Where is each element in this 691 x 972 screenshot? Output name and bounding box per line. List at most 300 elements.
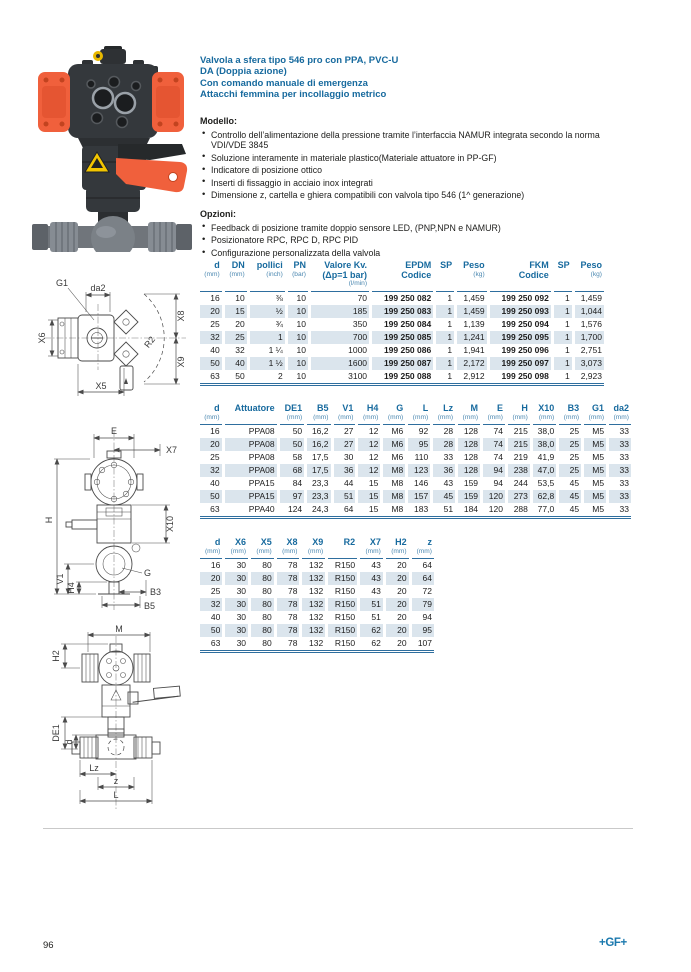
table-cell: 25 bbox=[223, 331, 248, 344]
table-cell: 1000 bbox=[310, 344, 371, 357]
table-cell: M5 bbox=[583, 438, 608, 451]
table-cell: 15 bbox=[223, 305, 248, 318]
table-cell: 32 bbox=[200, 598, 224, 611]
table-cell: M8 bbox=[382, 477, 407, 490]
table-cell: 43 bbox=[359, 559, 385, 573]
table-cell: 1,459 bbox=[456, 291, 489, 305]
table-cell: 199 250 098 bbox=[488, 370, 552, 385]
table-cell: PPA40 bbox=[223, 503, 278, 518]
table-cell: 159 bbox=[457, 490, 482, 503]
dim-label-x9: X9 bbox=[176, 356, 186, 368]
table-cell: 199 250 092 bbox=[488, 291, 552, 305]
column-header: X8 (mm) bbox=[275, 538, 301, 559]
table-cell: 15 bbox=[357, 490, 382, 503]
table-cell: 10 bbox=[286, 370, 309, 385]
product-title-line: Con comando manuale di emergenza bbox=[200, 77, 368, 89]
table-cell: 43 bbox=[359, 572, 385, 585]
table-cell: 199 250 085 bbox=[371, 331, 435, 344]
table-row bbox=[200, 451, 631, 464]
table-cell: 33 bbox=[608, 490, 631, 503]
table-cell: 92 bbox=[407, 425, 432, 439]
table-cell: 16 bbox=[210, 426, 220, 437]
table-cell: 30 bbox=[224, 598, 250, 611]
table-cell: 124 bbox=[278, 503, 306, 518]
table-cell: 50 bbox=[200, 490, 223, 503]
table-cell: 72 bbox=[410, 585, 434, 598]
table-cell: 40 bbox=[210, 612, 221, 623]
dimensions-table-1 bbox=[200, 404, 631, 519]
table-row bbox=[200, 598, 434, 611]
table-cell: 33 bbox=[608, 451, 631, 464]
table-cell: 20 bbox=[384, 637, 410, 652]
actuator-base bbox=[86, 186, 140, 212]
table-cell: 95 bbox=[410, 624, 434, 637]
table-cell: 199 250 096 bbox=[488, 344, 552, 357]
table-cell: 20 bbox=[384, 559, 410, 573]
table-cell: 185 bbox=[310, 305, 371, 318]
table-cell: 350 bbox=[310, 318, 371, 331]
table-cell: 1 ¼ bbox=[248, 344, 286, 357]
table-cell: 199 250 083 bbox=[371, 305, 435, 318]
table-cell: 1 bbox=[435, 331, 456, 344]
table-cell: 30 bbox=[224, 559, 250, 573]
table-cell: 78 bbox=[275, 611, 301, 624]
table-cell: 1 bbox=[435, 344, 456, 357]
table-cell: 80 bbox=[250, 611, 276, 624]
table-cell: 94 bbox=[482, 477, 507, 490]
table-cell: 273 bbox=[506, 490, 531, 503]
dim-label-g: G bbox=[144, 568, 152, 578]
table-cell: 36 bbox=[332, 464, 357, 477]
table-row bbox=[200, 585, 434, 598]
table-cell: 20 bbox=[384, 624, 410, 637]
table-cell: 64 bbox=[410, 559, 434, 573]
dim-label-h: H bbox=[44, 516, 54, 524]
table-cell: 41,9 bbox=[531, 451, 557, 464]
table-cell: 16 bbox=[210, 292, 220, 303]
table-cell: 20 bbox=[384, 572, 410, 585]
gf-logo: +GF+ bbox=[599, 937, 627, 949]
column-header: Attuatore bbox=[223, 404, 278, 425]
table-cell: 132 bbox=[301, 598, 327, 611]
table-cell: 1 bbox=[552, 357, 573, 370]
table-cell: M5 bbox=[583, 451, 608, 464]
dimensions-table-2 bbox=[200, 538, 434, 653]
table-cell: 78 bbox=[275, 559, 301, 573]
column-header: X6 (mm) bbox=[224, 538, 250, 559]
table-cell: 45 bbox=[558, 490, 583, 503]
bullet-item: • Posizionatore RPC, RPC D, RPC PID bbox=[200, 235, 607, 245]
table-cell: 80 bbox=[250, 624, 276, 637]
table-cell: 62 bbox=[359, 624, 385, 637]
table-cell: 2 bbox=[248, 370, 286, 385]
header-row bbox=[200, 261, 604, 291]
column-header: Valore Kv. (Δp=1 bar) (l/min) bbox=[310, 261, 371, 291]
table-cell: 84 bbox=[278, 477, 306, 490]
table-cell: 1 bbox=[435, 370, 456, 385]
table-cell: 288 bbox=[506, 503, 531, 518]
table-cell: 68 bbox=[278, 464, 306, 477]
table-row bbox=[200, 637, 434, 652]
dim-label-x8: X8 bbox=[176, 310, 186, 322]
column-header: PN (bar) bbox=[286, 261, 309, 291]
column-header: G1 (mm) bbox=[583, 404, 608, 425]
table-cell: 45 bbox=[432, 490, 457, 503]
dim-label-z: z bbox=[113, 776, 119, 786]
table-cell: 20 bbox=[384, 598, 410, 611]
table-cell: 120 bbox=[482, 503, 507, 518]
table-cell: 20 bbox=[384, 611, 410, 624]
table-cell: 10 bbox=[286, 344, 309, 357]
product-title-line: Attacchi femmina per incollaggio metrico bbox=[200, 89, 387, 101]
table-cell: 51 bbox=[359, 598, 385, 611]
table-cell: 132 bbox=[301, 624, 327, 637]
dim-label-lz: Lz bbox=[89, 763, 99, 773]
table-cell: 44 bbox=[332, 477, 357, 490]
table-cell: 20 bbox=[200, 305, 223, 318]
bullet-item: • Indicatore di posizione ottico bbox=[200, 165, 607, 175]
table-row bbox=[200, 425, 631, 439]
table-cell: 1,700 bbox=[573, 331, 604, 344]
table-cell: 3100 bbox=[310, 370, 371, 385]
dim-label-x7: X7 bbox=[166, 445, 178, 455]
table-cell: 50 bbox=[278, 425, 306, 439]
table-cell: 33 bbox=[608, 503, 631, 518]
table-cell: 78 bbox=[275, 572, 301, 585]
table-cell: 50 bbox=[200, 624, 224, 637]
table-cell: 20 bbox=[200, 438, 223, 451]
table-cell: 74 bbox=[482, 425, 507, 439]
table-cell: PPA08 bbox=[223, 438, 278, 451]
table-cell: 16,2 bbox=[306, 425, 332, 439]
dim-label-e: E bbox=[110, 426, 118, 436]
table-cell: R150 bbox=[327, 624, 359, 637]
table-cell: 183 bbox=[407, 503, 432, 518]
table-cell: 20 bbox=[223, 318, 248, 331]
table-cell: 199 250 084 bbox=[371, 318, 435, 331]
table-cell: 12 bbox=[357, 451, 382, 464]
column-header: pollici (inch) bbox=[248, 261, 286, 291]
table-cell: 199 250 094 bbox=[488, 318, 552, 331]
table-cell: 27 bbox=[332, 425, 357, 439]
table-cell: 33 bbox=[608, 464, 631, 477]
dim-label-b5: B5 bbox=[144, 601, 156, 611]
table-cell: 146 bbox=[407, 477, 432, 490]
column-header: B5 (mm) bbox=[306, 404, 332, 425]
table-cell: 40 bbox=[210, 478, 220, 489]
table-cell: 80 bbox=[250, 585, 276, 598]
table-cell: 132 bbox=[301, 637, 327, 652]
dimensions-table-1-wrap bbox=[200, 404, 631, 519]
table-cell: 15 bbox=[357, 477, 382, 490]
table-cell: 79 bbox=[410, 598, 434, 611]
table-cell: 1 bbox=[435, 357, 456, 370]
table-cell: 45 bbox=[558, 477, 583, 490]
table-cell: 23,3 bbox=[306, 477, 332, 490]
table-cell: 95 bbox=[407, 438, 432, 451]
table-cell: 33 bbox=[432, 451, 457, 464]
table-cell: 10 bbox=[286, 305, 309, 318]
table-cell: M5 bbox=[583, 477, 608, 490]
table-cell: M6 bbox=[382, 451, 407, 464]
table-row bbox=[200, 624, 434, 637]
dim-label-m: M bbox=[115, 624, 123, 634]
header-row bbox=[200, 404, 631, 425]
table-cell: 25 bbox=[210, 586, 221, 597]
column-header: L (mm) bbox=[407, 404, 432, 425]
table-cell: 80 bbox=[250, 598, 276, 611]
column-header: G (mm) bbox=[382, 404, 407, 425]
table-cell: 25 bbox=[558, 438, 583, 451]
table-cell: 30 bbox=[224, 585, 250, 598]
table-cell: 238 bbox=[506, 464, 531, 477]
table-cell: 16,2 bbox=[306, 438, 332, 451]
bullet-item: • Feedback di posizione tramite doppio sensore LED, (PNP,NPN e NAMUR) bbox=[200, 223, 607, 233]
column-header: FKM Codice bbox=[488, 261, 552, 291]
table-cell: 10 bbox=[286, 357, 309, 370]
table-cell: 10 bbox=[223, 291, 248, 305]
kv-codes-table bbox=[200, 261, 604, 386]
dim-label-x10: X10 bbox=[165, 515, 175, 533]
column-header: H2 (mm) bbox=[384, 538, 410, 559]
table-row bbox=[200, 438, 631, 451]
table-row bbox=[200, 559, 434, 573]
table-cell: R150 bbox=[327, 637, 359, 652]
table-cell: 12 bbox=[357, 464, 382, 477]
table-cell: 20 bbox=[200, 572, 224, 585]
table-cell: 159 bbox=[457, 477, 482, 490]
column-header: da2 (mm) bbox=[608, 404, 631, 425]
table-cell: 24,3 bbox=[306, 503, 332, 518]
table-cell: 128 bbox=[457, 451, 482, 464]
column-header: X7 (mm) bbox=[359, 538, 385, 559]
table-cell: 1,941 bbox=[456, 344, 489, 357]
column-header: Lz (mm) bbox=[432, 404, 457, 425]
table-cell: 17,5 bbox=[306, 464, 332, 477]
table-cell: 199 250 095 bbox=[488, 331, 552, 344]
options-heading: Opzioni: bbox=[200, 208, 236, 219]
bullet-item: • Dimensione z, cartella e ghiera compatibili con valvola tipo 546 (1^ generazione) bbox=[200, 190, 607, 200]
table-cell: 50 bbox=[223, 370, 248, 385]
dim-label-h4: H4 bbox=[66, 582, 76, 594]
table-cell: PPA15 bbox=[223, 490, 278, 503]
table-cell: M8 bbox=[382, 490, 407, 503]
table-cell: 30 bbox=[332, 451, 357, 464]
table-cell: 64 bbox=[332, 503, 357, 518]
column-header: H4 (mm) bbox=[357, 404, 382, 425]
table-cell: 132 bbox=[301, 572, 327, 585]
table-cell: PPA08 bbox=[223, 425, 278, 439]
table-cell: M5 bbox=[583, 425, 608, 439]
kv-codes-table-wrap bbox=[200, 261, 604, 386]
table-cell: 40 bbox=[223, 357, 248, 370]
table-row bbox=[200, 503, 631, 518]
table-cell: 78 bbox=[275, 637, 301, 652]
table-cell: 50 bbox=[278, 438, 306, 451]
table-cell: 32 bbox=[200, 464, 223, 477]
table-cell: PPA15 bbox=[223, 477, 278, 490]
table-cell: 17,5 bbox=[306, 451, 332, 464]
product-title-line: DA (Doppia azione) bbox=[200, 66, 287, 78]
table-cell: 51 bbox=[332, 490, 357, 503]
table-row bbox=[200, 305, 604, 318]
table-cell: 1 bbox=[552, 370, 573, 385]
table-cell: 1,044 bbox=[573, 305, 604, 318]
table-cell: 33 bbox=[608, 425, 631, 439]
table-cell: 74 bbox=[482, 438, 507, 451]
table-cell: 80 bbox=[250, 572, 276, 585]
column-header: d (mm) bbox=[200, 261, 223, 291]
table-cell: 2,751 bbox=[573, 344, 604, 357]
table-cell: 58 bbox=[278, 451, 306, 464]
model-bullet-list bbox=[200, 130, 607, 201]
table-cell: PPA08 bbox=[223, 464, 278, 477]
table-cell: R150 bbox=[327, 585, 359, 598]
table-cell: 1 bbox=[248, 331, 286, 344]
table-cell: 2,923 bbox=[573, 370, 604, 385]
table-cell: PPA08 bbox=[223, 451, 278, 464]
technical-drawing-front-view bbox=[28, 424, 196, 614]
table-cell: R150 bbox=[327, 559, 359, 573]
table-cell: 132 bbox=[301, 559, 327, 573]
bullet-item: • Inserti di fissaggio in acciaio inox integrati bbox=[200, 178, 607, 188]
table-cell: 62 bbox=[359, 637, 385, 652]
column-header: X5 (mm) bbox=[250, 538, 276, 559]
table-cell: 20 bbox=[384, 585, 410, 598]
table-cell: 97 bbox=[278, 490, 306, 503]
dim-label-de1: DE1 bbox=[51, 724, 61, 742]
table-cell: 184 bbox=[457, 503, 482, 518]
table-cell: 199 250 082 bbox=[371, 291, 435, 305]
table-cell: 1,459 bbox=[573, 291, 604, 305]
table-cell: 1 bbox=[435, 305, 456, 318]
table-cell: M6 bbox=[382, 438, 407, 451]
table-cell: M8 bbox=[382, 503, 407, 518]
table-row bbox=[200, 331, 604, 344]
table-cell: 70 bbox=[310, 291, 371, 305]
table-cell: 3,073 bbox=[573, 357, 604, 370]
table-cell: 45 bbox=[558, 503, 583, 518]
table-cell: 63 bbox=[200, 370, 223, 385]
table-row bbox=[200, 572, 434, 585]
dimensions-table-2-wrap bbox=[200, 538, 434, 653]
table-cell: 80 bbox=[250, 637, 276, 652]
table-cell: 199 250 093 bbox=[488, 305, 552, 318]
table-cell: 1 bbox=[552, 305, 573, 318]
column-header: E (mm) bbox=[482, 404, 507, 425]
table-cell: 43 bbox=[432, 477, 457, 490]
table-cell: ¾ bbox=[248, 318, 286, 331]
table-cell: 700 bbox=[310, 331, 371, 344]
table-cell: 23,3 bbox=[306, 490, 332, 503]
section-divider bbox=[43, 828, 633, 829]
table-cell: 25 bbox=[558, 464, 583, 477]
table-cell: 51 bbox=[432, 503, 457, 518]
table-cell: 15 bbox=[357, 503, 382, 518]
model-heading: Modello: bbox=[200, 115, 237, 126]
ball-valve-body bbox=[32, 216, 192, 252]
table-cell: 128 bbox=[457, 425, 482, 439]
table-cell: 1 ½ bbox=[248, 357, 286, 370]
table-cell: 244 bbox=[506, 477, 531, 490]
table-cell: 77,0 bbox=[531, 503, 557, 518]
table-cell: 78 bbox=[275, 598, 301, 611]
orange-end-cap-left bbox=[38, 72, 70, 132]
table-cell: 1,241 bbox=[456, 331, 489, 344]
table-cell: 64 bbox=[410, 572, 434, 585]
table-cell: 30 bbox=[224, 624, 250, 637]
table-cell: 27 bbox=[332, 438, 357, 451]
table-cell: 120 bbox=[482, 490, 507, 503]
table-cell: R150 bbox=[327, 572, 359, 585]
table-cell: R150 bbox=[327, 611, 359, 624]
table-cell: M5 bbox=[583, 490, 608, 503]
table-cell: M5 bbox=[583, 503, 608, 518]
table-cell: 215 bbox=[506, 438, 531, 451]
table-cell: 199 250 097 bbox=[488, 357, 552, 370]
table-row bbox=[200, 490, 631, 503]
table-cell: 132 bbox=[301, 611, 327, 624]
column-header: R2 bbox=[327, 538, 359, 559]
table-cell: 199 250 088 bbox=[371, 370, 435, 385]
dim-label-x5: X5 bbox=[95, 381, 107, 391]
table-cell: 62,8 bbox=[531, 490, 557, 503]
table-cell: 219 bbox=[506, 451, 531, 464]
table-cell: 78 bbox=[275, 585, 301, 598]
column-header: Peso (kg) bbox=[573, 261, 604, 291]
dim-label-g1: G1 bbox=[56, 278, 69, 288]
table-cell: 30 bbox=[224, 572, 250, 585]
table-cell: M5 bbox=[583, 464, 608, 477]
table-cell: 30 bbox=[224, 611, 250, 624]
table-cell: 16 bbox=[210, 560, 221, 571]
dim-label-h2: H2 bbox=[51, 650, 61, 662]
table-cell: 74 bbox=[482, 451, 507, 464]
table-cell: 10 bbox=[286, 318, 309, 331]
column-header: H (mm) bbox=[506, 404, 531, 425]
table-cell: 1 bbox=[435, 291, 456, 305]
page-number: 96 bbox=[43, 940, 54, 951]
table-row bbox=[200, 357, 604, 370]
column-header: d (mm) bbox=[200, 538, 224, 559]
table-cell: 10 bbox=[286, 331, 309, 344]
table-cell: 32 bbox=[223, 344, 248, 357]
table-cell: 63 bbox=[200, 637, 224, 652]
table-row bbox=[200, 318, 604, 331]
table-cell: 1,576 bbox=[573, 318, 604, 331]
table-cell: 38,0 bbox=[531, 425, 557, 439]
table-cell: 63 bbox=[200, 503, 223, 518]
table-cell: 33 bbox=[608, 438, 631, 451]
table-cell: 12 bbox=[357, 438, 382, 451]
table-cell: 2,912 bbox=[456, 370, 489, 385]
table-cell: 33 bbox=[608, 477, 631, 490]
table-cell: M8 bbox=[382, 464, 407, 477]
table-cell: 53,5 bbox=[531, 477, 557, 490]
bullet-item: • Controllo dell’alimentazione della pressione tramite l’interfaccia NAMUR integrata secondo la norma VDI/VDE 3845 bbox=[200, 130, 607, 151]
table-row bbox=[200, 464, 631, 477]
table-cell: 2,172 bbox=[456, 357, 489, 370]
table-cell: 132 bbox=[301, 585, 327, 598]
table-cell: 199 250 087 bbox=[371, 357, 435, 370]
table-cell: 1 bbox=[552, 318, 573, 331]
dim-label-da2: da2 bbox=[90, 283, 106, 293]
table-row bbox=[200, 291, 604, 305]
column-header: SP bbox=[552, 261, 573, 291]
product-info bbox=[200, 55, 607, 261]
dim-label-r2: R2 bbox=[142, 334, 158, 350]
actuator-top-cap bbox=[100, 49, 126, 64]
